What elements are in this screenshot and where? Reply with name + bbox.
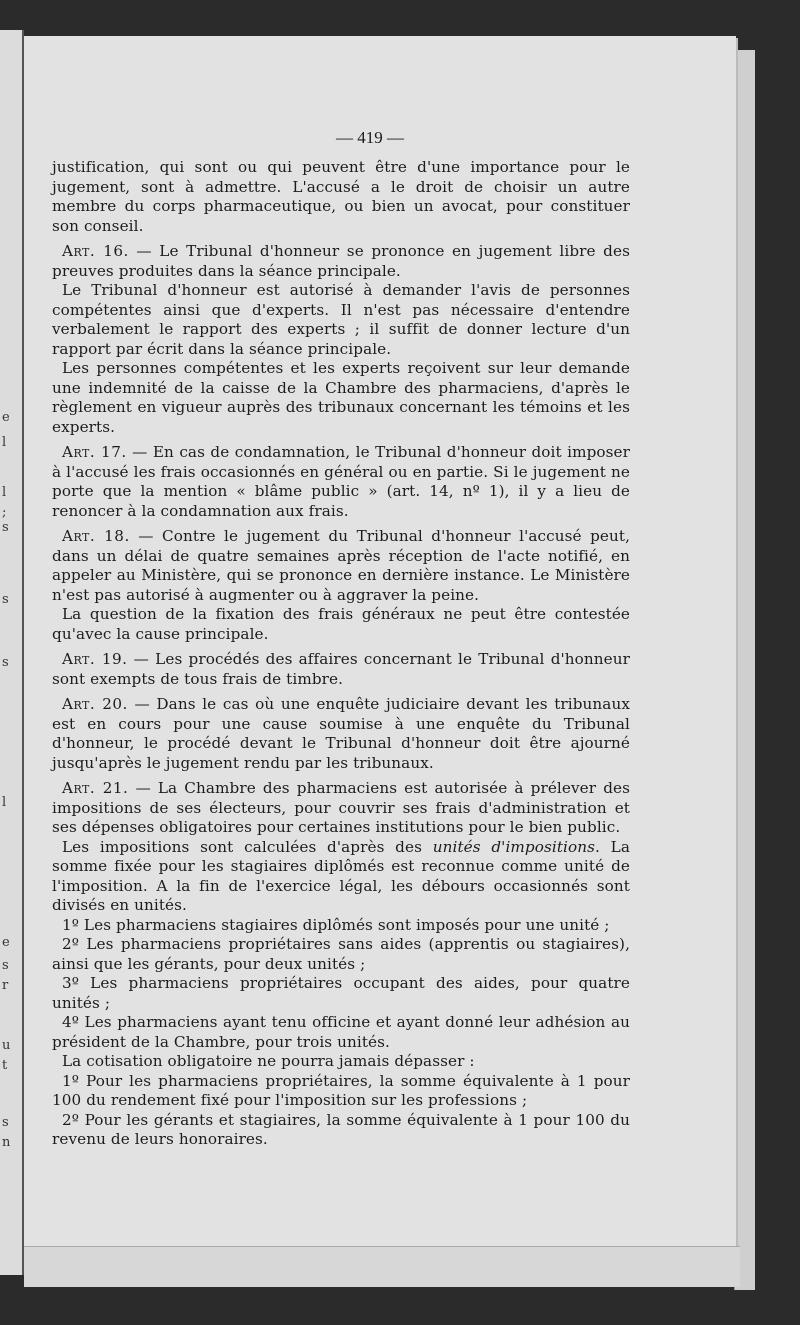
article-paragraph [52,527,630,605]
page-bottom-edge [24,1246,740,1287]
article-paragraph [52,443,630,521]
article-text: — La Chambre des pharmaciens est autorisée à prélever des impositions de ses électeurs, pour couvrir ses frais d'administration et ses dépenses obligatoires pour certaines institutions pour le bien public. [52,779,631,836]
article-label: Art. 16. [62,242,129,260]
paragraph: Les personnes compétentes et les experts reçoivent sur leur demande une indemnité de la caisse de la Chambre des pharmaciens, d'après le règlement en vigueur auprès des tribunaux concernant les témoins et les experts. [52,359,630,436]
margin-fragment: t [2,1058,8,1073]
article-text: — Contre le jugement du Tribunal d'honneur l'accusé peut, dans un délai de quatre semaines après réception de l'acte notifié, en appeler au Ministère, qui se prononce en dernière instance. Le Ministère n'est pas autorisé à augmenter ou à aggraver la peine. [52,527,630,604]
margin-fragment: s [2,958,9,973]
page-body-text [52,158,630,1150]
margin-fragment: s [2,592,9,607]
paragraph: Le Tribunal d'honneur est autorisé à demander l'avis de personnes compétentes ainsi que d'experts. Il n'est pas nécessaire d'entendre verbalement le rapport des experts ; il suffit de donner lecture d'un rapport par écrit dans la séance principale. [52,281,630,358]
article-label: Art. 21. [62,779,129,797]
article-label: Art. 20. [62,695,128,713]
margin-fragment: n [2,1135,11,1150]
paragraph: 3º Les pharmaciens propriétaires occupant des aides, pour quatre unités ; [52,974,630,1012]
paragraph-text: . La somme fixée pour les stagiaires diplômés est reconnue comme unité de l'imposition. A la fin de l'exercice légal, les débours occasionnés sont divisés en unités. [52,837,630,914]
paragraph [52,838,630,916]
page-edge [734,50,755,1290]
article-label: Art. 17. [62,443,127,461]
margin-fragment: s [2,520,9,535]
margin-fragment: u [2,1038,11,1053]
margin-fragment: e [2,935,10,950]
margin-fragment: ; [2,505,7,520]
article-paragraph [52,650,630,689]
paragraph: 1º Pour les pharmaciens propriétaires, la somme équivalente à 1 pour 100 du rendement fixé pour l'imposition sur les professions ; [52,1071,630,1109]
paragraph: 4º Les pharmaciens ayant tenu officine et ayant donné leur adhésion au président de la Chambre, pour trois unités. [52,1013,630,1051]
article-text: — Les procédés des affaires concernant le Tribunal d'honneur sont exempts de tous frais de timbre. [52,650,631,688]
article-paragraph [52,779,630,838]
paragraph: La question de la fixation des frais généraux ne peut être contestée qu'avec la cause principale. [52,605,630,643]
article-label: Art. 18. [62,527,130,545]
paragraph-text: Les impositions sont calculées d'après des [62,837,433,856]
margin-fragment: s [2,655,9,670]
article-text: — Dans le cas où une enquête judiciaire devant les tribunaux est en cours pour une cause soumise à une enquête du Tribunal d'honneur, le procédé devant le Tribunal d'honneur doit être ajourné jusqu'après le jugement rendu par les tribunaux. [52,695,631,772]
paragraph: 2º Pour les gérants et stagiaires, la somme équivalente à 1 pour 100 du revenu de leurs honoraires. [52,1110,630,1148]
margin-fragment: l [2,485,7,500]
paragraph: 2º Les pharmaciens propriétaires sans aides (apprentis ou stagiaires), ainsi que les gérants, pour deux unités ; [52,935,630,973]
article-text: — En cas de condamnation, le Tribunal d'honneur doit imposer à l'accusé les frais occasionnés en général ou en partie. Si le jugement ne porte que la mention « blâme public » (art. 14, nº 1), il y a lieu de renoncer à la condamnation aux frais. [52,443,630,520]
article-paragraph [52,242,630,281]
margin-fragment: l [2,435,7,450]
paragraph: La cotisation obligatoire ne pourra jamais dépasser : [62,1052,475,1070]
page-number: — 419 — [336,128,404,147]
margin-fragment: e [2,410,10,425]
article-label: Art. 19. [62,650,128,668]
article-text: — Le Tribunal d'honneur se prononce en jugement libre des preuves produites dans la séance principale. [52,242,630,280]
margin-fragment: r [2,978,9,993]
margin-fragment: l [2,795,7,810]
emphasis-text: unités d'impositions [432,837,595,856]
paragraph: justification, qui sont ou qui peuvent être d'une importance pour le jugement, sont à admettre. L'accusé a le droit de choisir un autre membre du corps pharmaceutique, ou bien un avocat, pour constituer son conseil. [52,158,630,235]
margin-fragment: s [2,1115,9,1130]
article-paragraph [52,695,630,773]
previous-page-edge [0,30,24,1275]
paragraph: 1º Les pharmaciens stagiaires diplômés sont imposés pour une unité ; [62,915,610,934]
